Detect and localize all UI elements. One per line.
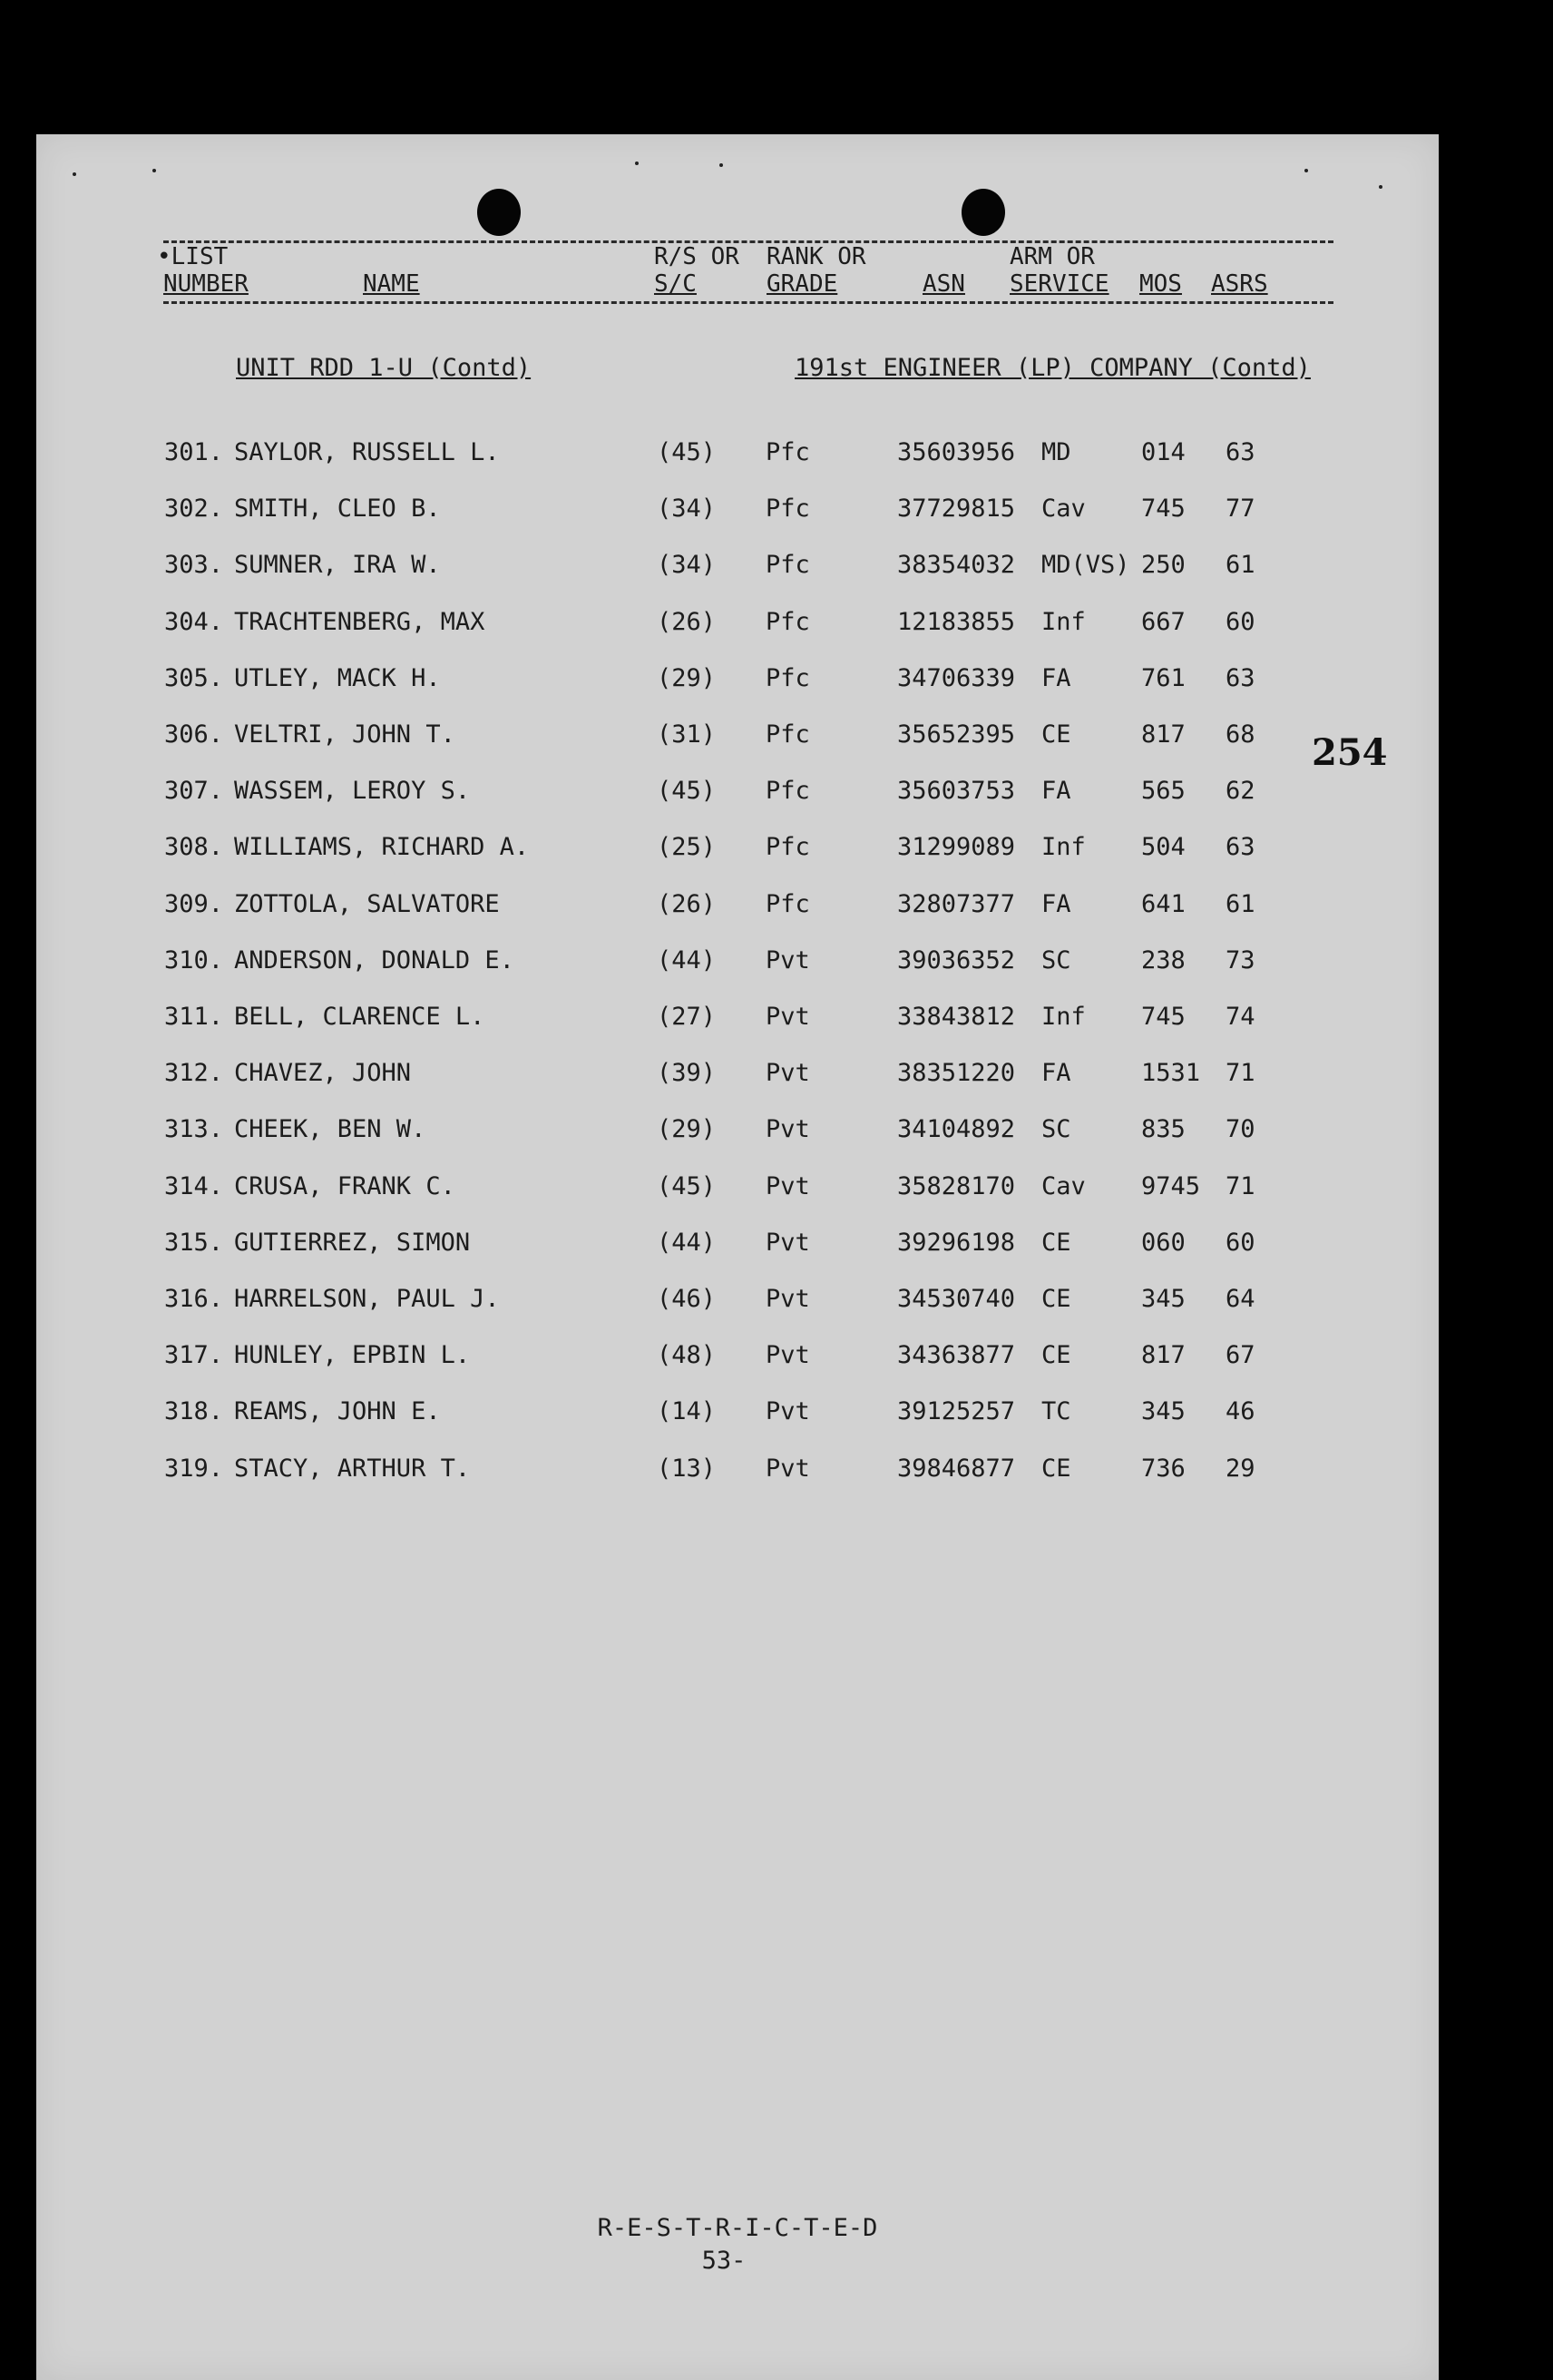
cell-rank-grade: Pvt bbox=[766, 1059, 810, 1087]
cell-rank-grade: Pfc bbox=[766, 551, 810, 579]
cell-rs-sc: (45) bbox=[657, 438, 717, 466]
cell-mos: 060 bbox=[1141, 1229, 1186, 1257]
cell-asrs: 29 bbox=[1226, 1454, 1255, 1483]
cell-rank-grade: Pfc bbox=[766, 664, 810, 692]
cell-rs-sc: (34) bbox=[657, 495, 717, 523]
cell-list-number: 316. bbox=[164, 1285, 224, 1313]
cell-asrs: 62 bbox=[1226, 777, 1255, 805]
speck bbox=[1304, 169, 1308, 172]
cell-name: GUTIERREZ, SIMON bbox=[234, 1229, 471, 1257]
cell-arm-service: SC bbox=[1041, 1115, 1071, 1143]
cell-rs-sc: (44) bbox=[657, 1229, 717, 1257]
cell-name: SAYLOR, RUSSELL L. bbox=[234, 438, 500, 466]
cell-asrs: 67 bbox=[1226, 1341, 1255, 1369]
cell-mos: 736 bbox=[1141, 1454, 1186, 1483]
header-top-rule bbox=[163, 240, 1333, 243]
cell-mos: 565 bbox=[1141, 777, 1186, 805]
cell-asrs: 60 bbox=[1226, 608, 1255, 636]
cell-rs-sc: (31) bbox=[657, 720, 717, 749]
cell-rs-sc: (14) bbox=[657, 1397, 717, 1425]
cell-rank-grade: Pvt bbox=[766, 1397, 810, 1425]
cell-asn: 31299089 bbox=[897, 833, 1016, 861]
cell-asn: 34530740 bbox=[897, 1285, 1016, 1313]
cell-rs-sc: (25) bbox=[657, 833, 717, 861]
cell-arm-service: MD bbox=[1041, 438, 1071, 466]
cell-rs-sc: (39) bbox=[657, 1059, 717, 1087]
cell-rank-grade: Pvt bbox=[766, 946, 810, 975]
page-number: 53- bbox=[701, 2247, 747, 2275]
cell-asn: 39125257 bbox=[897, 1397, 1016, 1425]
cell-asrs: 63 bbox=[1226, 664, 1255, 692]
cell-name: WILLIAMS, RICHARD A. bbox=[234, 833, 530, 861]
cell-list-number: 307. bbox=[164, 777, 224, 805]
cell-rs-sc: (27) bbox=[657, 1003, 717, 1031]
cell-asrs: 63 bbox=[1226, 833, 1255, 861]
table-row bbox=[36, 1059, 1439, 1095]
cell-rs-sc: (13) bbox=[657, 1454, 717, 1483]
cell-list-number: 302. bbox=[164, 495, 224, 523]
table-row bbox=[36, 1115, 1439, 1151]
table-row bbox=[36, 1285, 1439, 1321]
speck bbox=[635, 162, 639, 165]
cell-mos: 345 bbox=[1141, 1397, 1186, 1425]
cell-arm-service: CE bbox=[1041, 1285, 1071, 1313]
table-row bbox=[36, 1341, 1439, 1377]
cell-asrs: 64 bbox=[1226, 1285, 1255, 1313]
col-header-sc: S/C bbox=[654, 270, 697, 298]
cell-rank-grade: Pfc bbox=[766, 720, 810, 749]
cell-arm-service: Inf bbox=[1041, 833, 1086, 861]
cell-list-number: 318. bbox=[164, 1397, 224, 1425]
cell-list-number: 309. bbox=[164, 890, 224, 918]
table-row bbox=[36, 438, 1439, 475]
cell-arm-service: TC bbox=[1041, 1397, 1071, 1425]
col-header-number: NUMBER bbox=[163, 270, 249, 298]
cell-mos: 667 bbox=[1141, 608, 1186, 636]
cell-list-number: 306. bbox=[164, 720, 224, 749]
cell-mos: 817 bbox=[1141, 1341, 1186, 1369]
cell-list-number: 315. bbox=[164, 1229, 224, 1257]
punch-hole-left bbox=[477, 189, 521, 236]
cell-asrs: 70 bbox=[1226, 1115, 1255, 1143]
cell-arm-service: CE bbox=[1041, 1341, 1071, 1369]
cell-name: CHAVEZ, JOHN bbox=[234, 1059, 412, 1087]
cell-name: UTLEY, MACK H. bbox=[234, 664, 441, 692]
cell-rank-grade: Pvt bbox=[766, 1341, 810, 1369]
cell-mos: 345 bbox=[1141, 1285, 1186, 1313]
cell-asn: 34706339 bbox=[897, 664, 1016, 692]
cell-mos: 817 bbox=[1141, 720, 1186, 749]
cell-name: VELTRI, JOHN T. bbox=[234, 720, 455, 749]
cell-list-number: 317. bbox=[164, 1341, 224, 1369]
cell-name: SMITH, CLEO B. bbox=[234, 495, 441, 523]
cell-name: WASSEM, LEROY S. bbox=[234, 777, 471, 805]
speck bbox=[1379, 185, 1382, 189]
col-header-service: SERVICE bbox=[1010, 270, 1109, 298]
cell-arm-service: FA bbox=[1041, 664, 1071, 692]
cell-arm-service: Cav bbox=[1041, 1172, 1086, 1200]
cell-list-number: 311. bbox=[164, 1003, 224, 1031]
cell-mos: 9745 bbox=[1141, 1172, 1201, 1200]
cell-asn: 33843812 bbox=[897, 1003, 1016, 1031]
cell-arm-service: CE bbox=[1041, 1454, 1071, 1483]
cell-arm-service: SC bbox=[1041, 946, 1071, 975]
cell-rank-grade: Pvt bbox=[766, 1454, 810, 1483]
cell-mos: 745 bbox=[1141, 495, 1186, 523]
cell-name: ANDERSON, DONALD E. bbox=[234, 946, 514, 975]
cell-name: ZOTTOLA, SALVATORE bbox=[234, 890, 500, 918]
cell-rs-sc: (45) bbox=[657, 1172, 717, 1200]
cell-asn: 39296198 bbox=[897, 1229, 1016, 1257]
cell-rs-sc: (29) bbox=[657, 664, 717, 692]
col-header-rs: R/S OR bbox=[654, 243, 739, 270]
cell-mos: 238 bbox=[1141, 946, 1186, 975]
cell-name: HUNLEY, EPBIN L. bbox=[234, 1341, 471, 1369]
cell-rank-grade: Pvt bbox=[766, 1229, 810, 1257]
table-row bbox=[36, 495, 1439, 531]
cell-list-number: 305. bbox=[164, 664, 224, 692]
cell-list-number: 319. bbox=[164, 1454, 224, 1483]
cell-rank-grade: Pfc bbox=[766, 777, 810, 805]
cell-arm-service: Inf bbox=[1041, 608, 1086, 636]
cell-asn: 35603753 bbox=[897, 777, 1016, 805]
cell-rank-grade: Pfc bbox=[766, 495, 810, 523]
cell-asn: 12183855 bbox=[897, 608, 1016, 636]
cell-asn: 35652395 bbox=[897, 720, 1016, 749]
restricted-marking: R-E-S-T-R-I-C-T-E-D bbox=[597, 2214, 878, 2242]
company-title: 191st ENGINEER (LP) COMPANY (Contd) bbox=[795, 354, 1311, 382]
cell-name: CRUSA, FRANK C. bbox=[234, 1172, 455, 1200]
cell-rs-sc: (44) bbox=[657, 946, 717, 975]
cell-list-number: 301. bbox=[164, 438, 224, 466]
cell-rs-sc: (26) bbox=[657, 608, 717, 636]
cell-arm-service: CE bbox=[1041, 720, 1071, 749]
unit-title: UNIT RDD 1-U (Contd) bbox=[236, 354, 532, 382]
table-row bbox=[36, 664, 1439, 700]
cell-asn: 35603956 bbox=[897, 438, 1016, 466]
page-stamp-number: 254 bbox=[1312, 731, 1388, 774]
punch-hole-right bbox=[962, 189, 1005, 236]
cell-asrs: 74 bbox=[1226, 1003, 1255, 1031]
cell-rs-sc: (45) bbox=[657, 777, 717, 805]
col-header-asrs: ASRS bbox=[1211, 270, 1268, 298]
cell-rs-sc: (48) bbox=[657, 1341, 717, 1369]
cell-asrs: 73 bbox=[1226, 946, 1255, 975]
cell-rank-grade: Pfc bbox=[766, 833, 810, 861]
cell-asrs: 77 bbox=[1226, 495, 1255, 523]
col-header-arm: ARM OR bbox=[1010, 243, 1095, 270]
cell-name: CHEEK, BEN W. bbox=[234, 1115, 426, 1143]
cell-asrs: 61 bbox=[1226, 890, 1255, 918]
cell-mos: 1531 bbox=[1141, 1059, 1201, 1087]
cell-arm-service: CE bbox=[1041, 1229, 1071, 1257]
cell-asn: 37729815 bbox=[897, 495, 1016, 523]
cell-name: STACY, ARTHUR T. bbox=[234, 1454, 471, 1483]
table-row bbox=[36, 777, 1439, 813]
cell-asn: 35828170 bbox=[897, 1172, 1016, 1200]
cell-asrs: 60 bbox=[1226, 1229, 1255, 1257]
cell-arm-service: Cav bbox=[1041, 495, 1086, 523]
cell-asn: 34104892 bbox=[897, 1115, 1016, 1143]
table-row bbox=[36, 1172, 1439, 1209]
cell-mos: 014 bbox=[1141, 438, 1186, 466]
cell-list-number: 308. bbox=[164, 833, 224, 861]
cell-arm-service: FA bbox=[1041, 777, 1071, 805]
table-row bbox=[36, 1454, 1439, 1491]
cell-list-number: 310. bbox=[164, 946, 224, 975]
cell-rs-sc: (46) bbox=[657, 1285, 717, 1313]
cell-asrs: 71 bbox=[1226, 1172, 1255, 1200]
cell-rank-grade: Pfc bbox=[766, 608, 810, 636]
cell-name: REAMS, JOHN E. bbox=[234, 1397, 441, 1425]
cell-name: SUMNER, IRA W. bbox=[234, 551, 441, 579]
col-header-rank: RANK OR bbox=[767, 243, 866, 270]
header-bottom-rule bbox=[163, 301, 1333, 304]
table-row bbox=[36, 890, 1439, 926]
cell-asrs: 63 bbox=[1226, 438, 1255, 466]
cell-asrs: 68 bbox=[1226, 720, 1255, 749]
col-header-mos: MOS bbox=[1139, 270, 1182, 298]
table-row bbox=[36, 551, 1439, 587]
cell-rs-sc: (26) bbox=[657, 890, 717, 918]
cell-mos: 504 bbox=[1141, 833, 1186, 861]
cell-asn: 34363877 bbox=[897, 1341, 1016, 1369]
speck bbox=[73, 172, 76, 176]
cell-asn: 39036352 bbox=[897, 946, 1016, 975]
cell-mos: 745 bbox=[1141, 1003, 1186, 1031]
cell-arm-service: FA bbox=[1041, 890, 1071, 918]
col-header-grade: GRADE bbox=[767, 270, 838, 298]
cell-list-number: 303. bbox=[164, 551, 224, 579]
cell-arm-service: MD(VS) bbox=[1041, 551, 1130, 579]
cell-asn: 38351220 bbox=[897, 1059, 1016, 1087]
cell-rank-grade: Pfc bbox=[766, 438, 810, 466]
cell-rank-grade: Pvt bbox=[766, 1115, 810, 1143]
col-header-list: •LIST bbox=[157, 243, 229, 270]
cell-list-number: 312. bbox=[164, 1059, 224, 1087]
cell-arm-service: FA bbox=[1041, 1059, 1071, 1087]
col-header-name: NAME bbox=[363, 270, 420, 298]
table-row bbox=[36, 1397, 1439, 1434]
cell-mos: 835 bbox=[1141, 1115, 1186, 1143]
cell-rank-grade: Pfc bbox=[766, 890, 810, 918]
col-header-asn: ASN bbox=[923, 270, 965, 298]
cell-rank-grade: Pvt bbox=[766, 1172, 810, 1200]
cell-mos: 250 bbox=[1141, 551, 1186, 579]
speck bbox=[152, 169, 156, 172]
cell-asrs: 61 bbox=[1226, 551, 1255, 579]
cell-rank-grade: Pvt bbox=[766, 1003, 810, 1031]
table-row bbox=[36, 1003, 1439, 1039]
table-row bbox=[36, 1229, 1439, 1265]
table-row bbox=[36, 833, 1439, 869]
cell-asrs: 46 bbox=[1226, 1397, 1255, 1425]
cell-mos: 761 bbox=[1141, 664, 1186, 692]
cell-list-number: 304. bbox=[164, 608, 224, 636]
cell-asn: 38354032 bbox=[897, 551, 1016, 579]
table-row bbox=[36, 946, 1439, 983]
cell-rs-sc: (34) bbox=[657, 551, 717, 579]
cell-rank-grade: Pvt bbox=[766, 1285, 810, 1313]
cell-rs-sc: (29) bbox=[657, 1115, 717, 1143]
speck bbox=[719, 163, 723, 167]
cell-list-number: 314. bbox=[164, 1172, 224, 1200]
cell-mos: 641 bbox=[1141, 890, 1186, 918]
cell-name: TRACHTENBERG, MAX bbox=[234, 608, 485, 636]
table-row bbox=[36, 608, 1439, 644]
cell-arm-service: Inf bbox=[1041, 1003, 1086, 1031]
document-page bbox=[36, 134, 1439, 2380]
cell-name: BELL, CLARENCE L. bbox=[234, 1003, 485, 1031]
cell-list-number: 313. bbox=[164, 1115, 224, 1143]
cell-asrs: 71 bbox=[1226, 1059, 1255, 1087]
cell-asn: 32807377 bbox=[897, 890, 1016, 918]
table-row bbox=[36, 720, 1439, 757]
cell-asn: 39846877 bbox=[897, 1454, 1016, 1483]
cell-name: HARRELSON, PAUL J. bbox=[234, 1285, 500, 1313]
